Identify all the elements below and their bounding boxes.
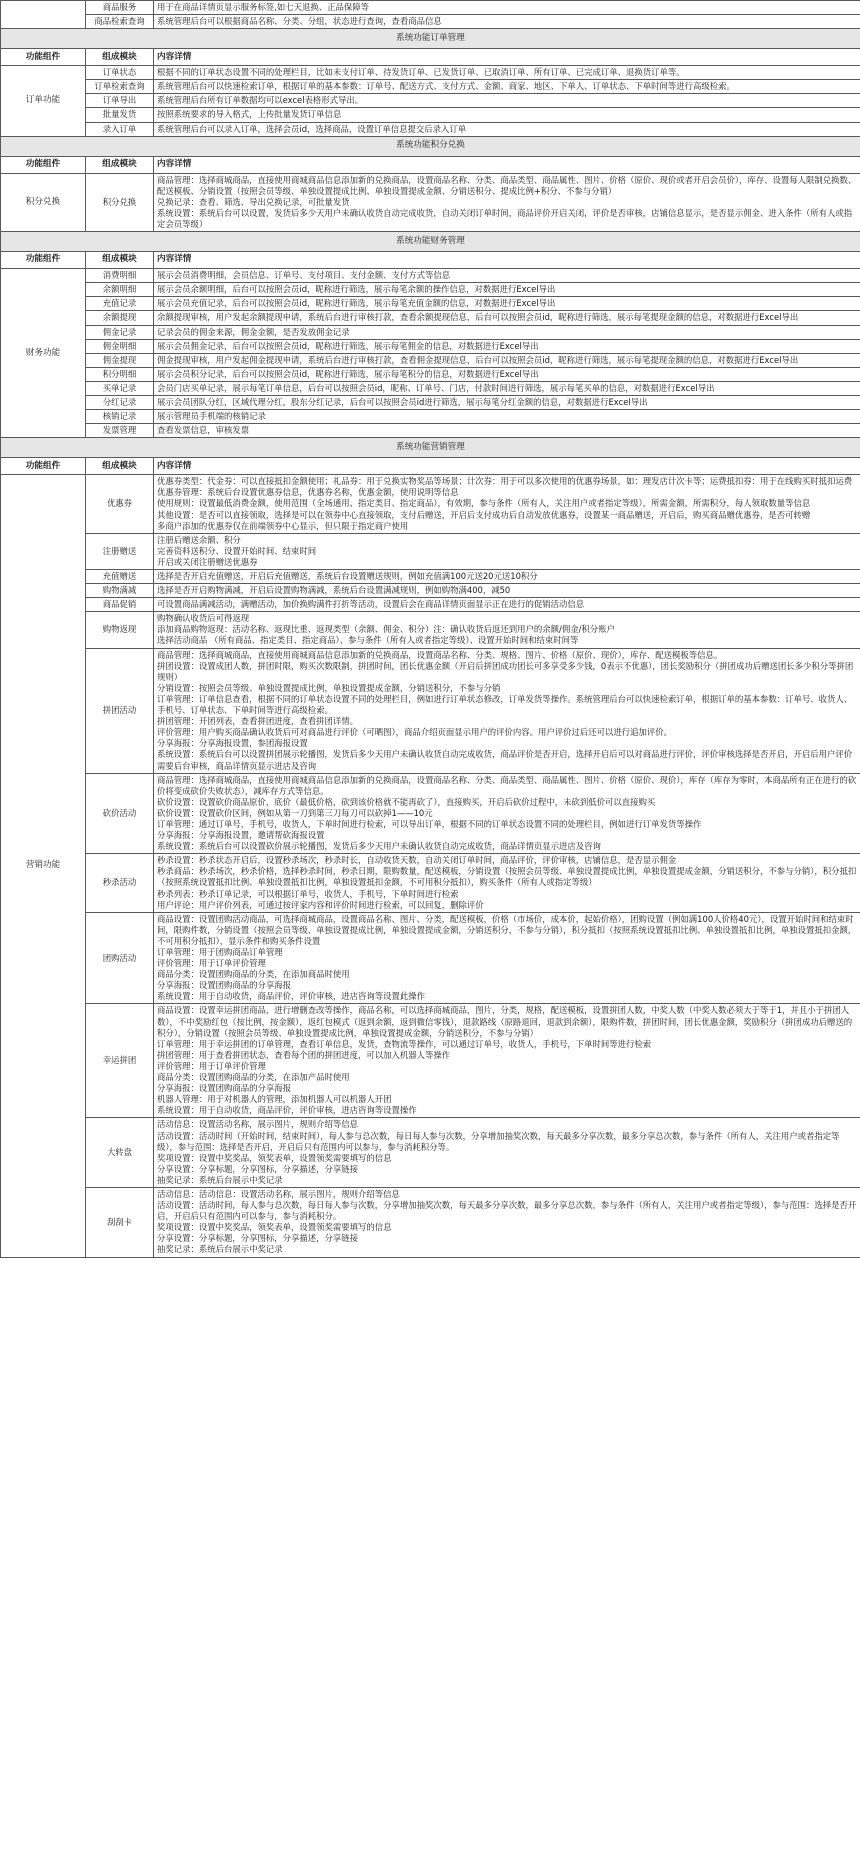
detail-cell — [154, 80, 860, 94]
detail-cell — [154, 533, 860, 569]
header-component: 功能组件 — [1, 458, 86, 475]
module-cell: 佣金提现 — [86, 353, 154, 367]
table-row — [1, 854, 860, 912]
table-row — [1, 1, 860, 15]
detail-line: 佣金提现审核，用户发起佣金提现申请，系统后台进行审核打款，查看佣金提现信息，后台可以按照会员id，昵称进行筛选，展示每笔提现金额的信息，对数据进行Excel导出 — [157, 354, 799, 365]
detail-cell — [154, 570, 860, 584]
detail-cell — [154, 912, 860, 1004]
detail-line: 砍价设置：设置砍价区间，例如从第一刀到第三刀每刀可以砍掉1——10元 — [157, 807, 433, 818]
detail-line: 系统管理后台可以根据商品名称、分类、分组，状态进行查询，查看商品信息 — [157, 16, 442, 27]
module-cell: 订单导出 — [86, 94, 154, 108]
module-cell: 秒杀活动 — [86, 854, 154, 912]
section-title: 系统功能积分兑换 — [1, 136, 860, 156]
detail-cell — [154, 475, 860, 533]
detail-line: 可设置商品满减活动，满赠活动，加价换购满件打折等活动，设置后会在商品详情页面显示正在进行的促销活动信息 — [157, 599, 585, 610]
detail-line: 系统设置：系统后台可以设置砍价展示轮播图，发货后多少天用户未确认收货自动完成收货，商品详情页显示进店及咨询 — [157, 841, 601, 852]
detail-cell — [154, 410, 860, 424]
table-row — [1, 297, 860, 311]
detail-line: 商品分类：设置团购商品的分类，在添加商品时使用 — [157, 969, 350, 980]
table-row — [1, 122, 860, 136]
table-row — [1, 66, 860, 80]
table-row — [1, 108, 860, 122]
table-row — [1, 1187, 860, 1257]
module-cell: 刮刮卡 — [86, 1187, 154, 1257]
detail-line: 秒杀商品：秒杀场次，秒杀价格，选择秒杀时间，秒杀日期，限购数量，配送模板，分销设置（按照会员等级、单独设置提成比例，单独设置提成金额，分销送积分，不参与分销），积分抵扣（按照系统设置抵扣比例、单独设置抵扣比例，单独设置抵扣金额，不可用积分抵扣），购买条件（所有人或指定等级） — [157, 866, 857, 888]
header-detail: 内容详情 — [154, 49, 860, 66]
table-row — [1, 367, 860, 381]
detail-line: 兑换记录：查看、筛选、导出兑换记录，可批量发货 — [157, 196, 350, 207]
section-title: 系统功能订单管理 — [1, 29, 860, 49]
table-row — [1, 773, 860, 854]
module-cell: 批量发货 — [86, 108, 154, 122]
table-row — [1, 612, 860, 648]
table-row — [1, 570, 860, 584]
detail-line: 活动设置：活动时间，每人参与总次数，每日每人参与次数，分享增加抽奖次数，每天最多分享次数，最多分享总次数，参与条件（所有人，关注用户或者指定等级），参与范围：选择是否开启，开启后只有范围内可以参与，参与消耗积分。 — [157, 1200, 857, 1222]
module-cell: 余额明细 — [86, 283, 154, 297]
module-cell: 购物返现 — [86, 612, 154, 648]
table-row — [1, 1118, 860, 1188]
section-title-row — [1, 232, 860, 252]
detail-line: 购物确认收货后可得返现 — [157, 613, 250, 624]
detail-line: 会员门店买单记录，展示每笔订单信息，后台可以按照会员id，昵称、订单号、门店，付款时间进行筛选，展示每笔买单的信息，对数据进行Excel导出 — [157, 382, 715, 393]
detail-line: 评价管理：用户购买商品确认收货后可对商品进行评价（可晒图），商品介绍页面显示用户的评价内容。用户评价过后还可以进行追加评价。 — [157, 727, 673, 738]
detail-line: 展示会员团队分红，区域代理分红，股东分红记录，后台可以按照会员id进行筛选，展示每笔分红金额的信息，对数据进行Excel导出 — [157, 396, 648, 407]
detail-line: 分享海报：设置团购商品的分享海报 — [157, 980, 291, 991]
table-row — [1, 353, 860, 367]
detail-cell — [154, 612, 860, 648]
module-cell: 充值赠送 — [86, 570, 154, 584]
detail-cell — [154, 353, 860, 367]
detail-cell — [154, 173, 860, 231]
detail-line: 系统管理后台所有订单数据均可以excel表格形式导出。 — [157, 95, 364, 106]
section-title: 系统功能财务管理 — [1, 232, 860, 252]
detail-line: 展示会员余额明细，后台可以按照会员id，昵称进行筛选，展示每笔余额的操作信息，对数据进行Excel导出 — [157, 284, 556, 295]
detail-line: 分销设置：按照会员等级、单独设置提成比例，单独设置提成金额，分销送积分，不参与分销 — [157, 682, 501, 693]
column-header-row — [1, 458, 860, 475]
detail-cell — [154, 66, 860, 80]
column-header-row — [1, 252, 860, 269]
table-row — [1, 424, 860, 438]
module-cell: 商品促销 — [86, 598, 154, 612]
group-cell: 积分兑换 — [1, 173, 86, 231]
detail-line: 余额提现审核，用户发起余额提现申请，系统后台进行审核打款，查看余额提现信息，后台可以按照会员id，昵称进行筛选，展示每笔提现金额的信息，对数据进行Excel导出 — [157, 312, 799, 323]
detail-line: 拼团设置：设置成团人数，拼团时限，购买次数限制，拼团时间，团长优惠金额（开启后拼团成功团长可多享受多少钱，0表示不优惠），团长奖励积分（拼团成功后赠送团长多少积分等拼团规则） — [157, 660, 854, 682]
detail-line: 查看发票信息，审核发票 — [157, 425, 250, 436]
column-header-row — [1, 49, 860, 66]
detail-line: 其他设置：是否可以直接领取，选择是可以在领券中心直接领取，支付后赠送，开启后支付成功后自动发放优惠券，设置某一商品赠送，开启后，购买商品赠优惠券，是否可转赠 — [157, 509, 811, 520]
detail-line: 按照系统要求的导入格式，上传批量发货订单信息 — [157, 109, 342, 120]
section-title-row — [1, 29, 860, 49]
detail-line: 抽奖记录：系统后台展示中奖记录 — [157, 1174, 283, 1185]
detail-line: 根据不同的订单状态设置不同的处理栏目，比如未支付订单、待发货订单、已发货订单、已取消订单、所有订单、已完成订单、退换货订单等。 — [157, 67, 685, 78]
detail-line: 注册后赠送余额、积分 — [157, 534, 241, 545]
module-cell: 商品服务 — [86, 1, 154, 15]
module-cell: 分红记录 — [86, 395, 154, 409]
module-cell: 注册赠送 — [86, 533, 154, 569]
detail-line: 商品管理：选择商城商品，直接使用商城商品信息添加新的兑换商品，设置商品名称、分类、商品类型、商品属性、图片、价格（原价、现价），库存（库存为零时，本商品所有正在进行的砍价将变成砍价失败状态），减库存方式等信息。 — [157, 774, 857, 796]
detail-line: 商品设置：设置幸运拼团商品，进行增删查改等操作，商品名称，可以选择商城商品，图片，分类，规格，配送模板，设置拼团人数，中奖人数（中奖人数必须大于等于1，并且小于拼团人数），不中奖励红包（按比例，按金额），返红包模式（返到余额，返到微信零钱），退款路线（原路退回，退款到余额），限购件数，拼团时间，团长优惠金额，奖励积分（拼团成功后赠送的积分），分销设置（按照会员等级、单独设置提成比例，单独设置提成金额，分销送积分，不参与分销） — [157, 1005, 853, 1038]
header-module: 组成模块 — [86, 156, 154, 173]
detail-line: 拼团管理：用于查看拼团状态，查看每个团的拼团进度，可以加入机器人等操作 — [157, 1049, 451, 1060]
detail-line: 商品分类：设置团购商品的分类，在添加产品时使用 — [157, 1072, 350, 1083]
module-cell: 录入订单 — [86, 122, 154, 136]
detail-cell — [154, 1004, 860, 1118]
detail-line: 分享设置：分享标题，分享图标，分享描述，分享链接 — [157, 1233, 358, 1244]
module-cell: 大转盘 — [86, 1118, 154, 1188]
module-cell: 商品检索查询 — [86, 15, 154, 29]
detail-cell — [154, 325, 860, 339]
feature-table-body — [1, 1, 860, 1258]
detail-cell — [154, 15, 860, 29]
detail-line: 订单管理：用于团购商品订单管理 — [157, 947, 283, 957]
header-component: 功能组件 — [1, 156, 86, 173]
detail-line: 添加商品购物返现：活动名称、返现比重、返现类型（余额、佣金、积分）注：确认收货后返还到用户的余额/佣金/积分账户 — [157, 624, 615, 635]
group-cell: 财务功能 — [1, 269, 86, 438]
detail-cell — [154, 94, 860, 108]
detail-cell — [154, 424, 860, 438]
detail-cell — [154, 1, 860, 15]
detail-line: 分享设置：分享标题，分享图标，分享描述，分享链接 — [157, 1163, 358, 1174]
header-module: 组成模块 — [86, 49, 154, 66]
group-cell: 订单功能 — [1, 66, 86, 136]
header-module: 组成模块 — [86, 458, 154, 475]
detail-line: 评价管理：用于订单评价管理 — [157, 1060, 266, 1071]
detail-line: 分享海报：设置团购商品的分享海报 — [157, 1083, 291, 1094]
module-cell: 充值记录 — [86, 297, 154, 311]
table-row — [1, 410, 860, 424]
table-row — [1, 533, 860, 569]
module-cell: 砍价活动 — [86, 773, 154, 854]
detail-line: 活动信息：活动信息：设置活动名称，展示图片，规则介绍等信息 — [157, 1188, 400, 1199]
table-row — [1, 269, 860, 283]
module-cell: 积分明细 — [86, 367, 154, 381]
detail-line: 机器人管理：用于对机器人的管理，添加机器人可以机器人开团 — [157, 1094, 392, 1105]
header-component: 功能组件 — [1, 49, 86, 66]
detail-line: 订单管理：订单信息查看，根据不同的订单状态设置不同的处理栏目，例如进行订单状态修改，订单发货等操作。系统管理后台可以快速检索订单，根据订单的基本参数：订单号、收货人、手机号、订单状态、下单时间等进行高级检索。 — [157, 693, 853, 716]
module-cell: 消费明细 — [86, 269, 154, 283]
detail-line: 活动设置：活动时间（开始时间，结束时间），每人参与总次数，每日每人参与次数，分享增加抽奖次数，每天最多分享次数，最多分享总次数，参与条件（所有人，关注用户或者指定等级），参与范围：选择是否开启，开启后只有范围内可以参与，参与消耗积分等。 — [157, 1130, 840, 1152]
group-cell-continued — [1, 1, 86, 29]
module-cell: 积分兑换 — [86, 173, 154, 231]
detail-line: 订单管理：通过订单号，手机号，收货人，下单时间进行检索，可以导出订单，根据不同的订单状态设置不同的处理栏目，例如进行订单发货等操作 — [157, 818, 702, 829]
table-row — [1, 15, 860, 29]
detail-cell — [154, 122, 860, 136]
detail-cell — [154, 648, 860, 773]
detail-cell — [154, 1187, 860, 1257]
detail-cell — [154, 584, 860, 598]
detail-line: 活动信息：设置活动名称，展示图片，规则介绍等信息 — [157, 1119, 358, 1130]
detail-line: 选择是否开启充值赠送，开启后充值赠送，系统后台设置赠送规则，例如充值满100元送20元送10积分 — [157, 571, 538, 581]
module-cell: 订单检索查询 — [86, 80, 154, 94]
module-cell: 发票管理 — [86, 424, 154, 438]
detail-cell — [154, 395, 860, 409]
detail-cell — [154, 367, 860, 381]
detail-line: 选择活动商品 （所有商品、指定类目、指定商品）、参与条件（所有人或者指定等级）、设置开始时间和结束时间等 — [157, 635, 579, 646]
table-row — [1, 381, 860, 395]
detail-cell — [154, 283, 860, 297]
detail-line: 系统管理后台可以录入订单，选择会员id，选择商品，设置订单信息提交后录入订单 — [157, 123, 467, 134]
detail-line: 选择是否开启购物满减，开启后设置购物满减，系统后台设置满减规则，例如购物满400，减50 — [157, 585, 511, 596]
detail-line: 分享海报：分享海报设置，参团海报设置 — [157, 738, 308, 749]
detail-cell — [154, 339, 860, 353]
module-cell: 幸运拼团 — [86, 1004, 154, 1118]
table-row — [1, 598, 860, 612]
detail-line: 拼团管理：开团列表，查看拼团进度，查看拼团详情。 — [157, 716, 358, 727]
detail-cell — [154, 381, 860, 395]
header-module: 组成模块 — [86, 252, 154, 269]
table-row — [1, 311, 860, 325]
section-title-row — [1, 136, 860, 156]
detail-cell — [154, 598, 860, 612]
detail-line: 用户评论：用户评价列表，可通过按评家内容和评价时间进行检索，可以回复，删除评价 — [157, 899, 484, 910]
section-title: 系统功能营销管理 — [1, 438, 860, 458]
table-row — [1, 339, 860, 353]
table-row — [1, 283, 860, 297]
module-cell: 订单状态 — [86, 66, 154, 80]
module-cell: 购物满减 — [86, 584, 154, 598]
group-cell: 营销功能 — [1, 475, 86, 1257]
table-row — [1, 325, 860, 339]
detail-line: 展示管理员手机端的核销记录 — [157, 411, 266, 422]
detail-line: 商品管理：选择商城商品，直接使用商城商品信息添加新的兑换商品，设置商品名称、分类、规格、图片、价格（原价、现价），库存、配送模板等信息。 — [157, 649, 723, 660]
column-header-row — [1, 156, 860, 173]
module-cell: 佣金记录 — [86, 325, 154, 339]
module-cell: 佣金明细 — [86, 339, 154, 353]
detail-line: 评价管理：用于订单评价管理 — [157, 958, 266, 969]
detail-line: 开启或关闭注册赠送优惠券 — [157, 556, 258, 567]
detail-line: 商品设置：设置团购活动商品，可选择商城商品，设置商品名称、图片、分类，配送模板，价格（市场价，成本价，起始价格），团购设置（例如满100人价格40元），设置开始时间和结束时间，限购件数，分销设置（按照会员等级、单独设置提成比例，单独设置提成金额，分销送积分，不参与分销），积分抵扣（按照系统设置抵扣比例、单独设置抵扣比例，单独设置抵扣金额，不可用积分抵扣），显示条件和购买条件设置 — [157, 913, 857, 946]
detail-line: 系统设置：系统后台可以设置拼团展示轮播图，发货后多少天用户未确认收货自动完成收货，商品评价是否开启，选择开启后可以对商品进行评价，评价审核选择是否开启，开启后用户评价需要后台审核，商品详情页显示进店及咨询 — [157, 749, 853, 771]
detail-line: 秒杀设置：秒杀状态开启后，设置秒杀场次，秒杀时长，自动收货天数，自动关闭订单时间，商品评价，评价审核，店铺信息，是否显示佣金 — [157, 855, 677, 866]
detail-cell — [154, 311, 860, 325]
table-row — [1, 475, 860, 533]
detail-line: 使用规则：设置最低消费金额，使用范围（全场通用、指定类目、指定商品），有效期，参与条件（所有人，关注用户或者指定等级），所需金额，所需积分，每人领取数量等信息 — [157, 498, 811, 509]
detail-line: 秒杀列表：秒杀订单记录，可以根据订单号，收货人，手机号，下单时间进行检索 — [157, 888, 459, 899]
detail-line: 商品管理：选择商城商品，直接使用商城商品信息添加新的兑换商品，设置商品名称、分类、商品类型、商品属性、图片、价格（原价、现价或者开启会员价），库存、设置每人限制兑换数、配送模板、分销设置（按照会员等级、单独设置提成比例、单独设置提成金额、分销送积分、提成比例+积分、不参与分销） — [157, 174, 857, 196]
detail-line: 分享海报：分享海报设置，邀请帮砍海报设置 — [157, 830, 325, 841]
module-cell: 核销记录 — [86, 410, 154, 424]
detail-line: 系统设置：用于自动收货，商品评价，评价审核，进店咨询等设置操作 — [157, 1105, 417, 1116]
table-row — [1, 1004, 860, 1118]
detail-cell — [154, 297, 860, 311]
detail-cell — [154, 108, 860, 122]
detail-line: 展示会员佣金记录，后台可以按照会员id，昵称进行筛选，展示每笔佣金的信息，对数据进行Excel导出 — [157, 340, 539, 351]
detail-line: 系统管理后台可以快速检索订单，根据订单的基本参数：订单号、配送方式、支付方式、金额、商家、地区、下单人、订单状态、下单时间等进行高级检索。 — [157, 81, 735, 92]
detail-line: 系统设置：用于自动收货，商品评价，评价审核，进店咨询等设置此操作 — [157, 991, 425, 1002]
detail-line: 完善资料送积分、设置开始时间、结束时间 — [157, 545, 317, 556]
detail-line: 用于在商品详情页显示服务标签,如七天退换、正品保障等 — [157, 2, 370, 12]
module-cell: 买单记录 — [86, 381, 154, 395]
detail-line: 系统设置：系统后台可以设置，发货后多少天用户未确认收货自动完成收货，自动关闭订单时间，商品评价开启关闭，评价是否审核，店铺信息显示，是否显示佣金、进入条件（所有人或指定会员等级） — [157, 207, 853, 230]
module-cell: 拼团活动 — [86, 648, 154, 773]
header-detail: 内容详情 — [154, 156, 860, 173]
detail-cell — [154, 773, 860, 854]
detail-cell — [154, 854, 860, 912]
detail-line: 抽奖记录：系统后台展示中奖记录 — [157, 1244, 283, 1255]
table-row — [1, 912, 860, 1004]
detail-line: 砍价设置：设置砍价商品原价，底价（最低价格，砍到该价格就不能再砍了），直接购买，开启后砍价过程中，未砍到低价可以直接购买 — [157, 796, 656, 807]
detail-line: 奖项设置：设置中奖奖品，领奖表单，设置领奖需要填写的信息 — [157, 1222, 392, 1233]
table-row — [1, 648, 860, 773]
module-cell: 优惠券 — [86, 475, 154, 533]
detail-line: 记录会员的佣金来源，佣金金额，是否发放佣金记录 — [157, 326, 350, 337]
detail-line: 优惠券类型：代金券：可以直接抵扣金额使用；礼品券：用于兑换实物奖品等场景；计次券：用于可以多次使用的优惠券场景，如：理发店计次卡等；运费抵扣券：用于在线购买时抵扣运费 — [157, 476, 853, 487]
table-row — [1, 173, 860, 231]
table-row — [1, 584, 860, 598]
module-cell: 团购活动 — [86, 912, 154, 1004]
detail-cell — [154, 269, 860, 283]
detail-line: 奖项设置：设置中奖奖品，领奖表单，设置领奖需要填写的信息 — [157, 1152, 392, 1163]
detail-line: 多商户添加的优惠券仅在前端领券中心显示，但只限于指定商户使用 — [157, 520, 409, 531]
detail-line: 展示会员消费明细，会员信息、订单号、支付项目、支付金额、支付方式等信息 — [157, 270, 451, 281]
table-row — [1, 395, 860, 409]
header-detail: 内容详情 — [154, 458, 860, 475]
section-title-row — [1, 438, 860, 458]
detail-cell — [154, 1118, 860, 1188]
detail-line: 展示会员充值记录，后台可以按照会员id，昵称进行筛选，展示每笔充值金额的信息，对数据进行Excel导出 — [157, 298, 556, 309]
detail-line: 展示会员积分记录，后台可以按照会员id，昵称进行筛选，展示每笔积分的信息，对数据进行Excel导出 — [157, 368, 539, 379]
table-row — [1, 94, 860, 108]
header-detail: 内容详情 — [154, 252, 860, 269]
detail-line: 订单管理：用于幸运拼团的订单管理，查看订单信息，发货，查物流等操作，可以通过订单号，收货人，手机号，下单时间等进行检索 — [157, 1038, 652, 1049]
table-row — [1, 80, 860, 94]
detail-line: 优惠券管理：系统后台设置优惠券信息，优惠券名称，优惠金额，使用说明等信息 — [157, 487, 459, 498]
header-component: 功能组件 — [1, 252, 86, 269]
module-cell: 余额提现 — [86, 311, 154, 325]
